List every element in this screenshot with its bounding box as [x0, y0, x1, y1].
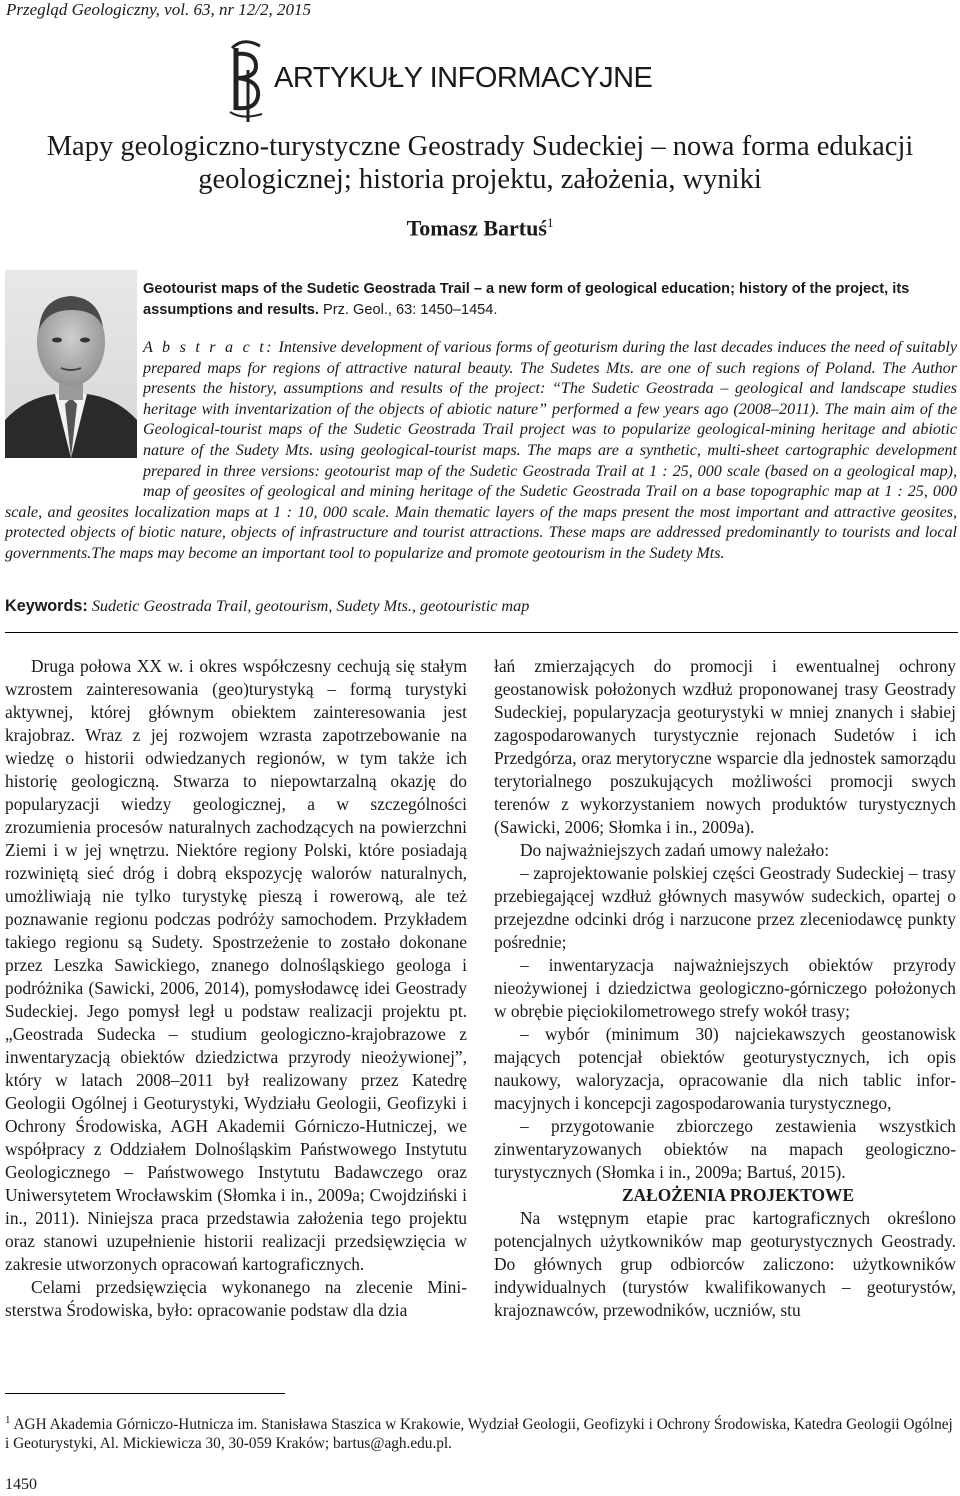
- body-column-right: [494, 655, 956, 1322]
- english-title: [143, 279, 958, 321]
- author-name: [0, 210, 960, 241]
- keywords-text: Sudetic Geostrada Trail, geotourism, Sudety Mts., geotouristic map: [87, 597, 530, 615]
- keywords-label: Keywords:: [5, 597, 88, 615]
- footnote-marker: 1: [5, 1414, 11, 1426]
- abstract-label: A b s t r a c t:: [143, 339, 275, 356]
- author-footnote-marker: 1: [546, 215, 554, 230]
- paragraph: Do najważniejszych zadań umowy należało:: [520, 840, 830, 860]
- keywords: [5, 596, 529, 616]
- list-item: – wybór (minimum 30) najciekawszych geostanowisk mających potencjał obiektów geoturystycznych, ich opis naukowy, waloryzacja, opracowanie dla nich tablic informacyjnych i koncepcji zagospodarowania turystycznego,: [494, 1024, 956, 1113]
- list-item: – zaprojektowanie polskiej części Geostrady Sudeckiej – trasy przebiegającej wzdłuż głównych masywów sudeckich, opartej o przejezdne odcinki dróg i narzucone przez zleceniodawcę punkty pośrednie;: [494, 863, 956, 952]
- paragraph: Na wstępnym etapie prac kartograficznych określono potencjalnych użytkowników map geoturystycznych Geostrady. Do głównych grup odbiorców zaliczono: użytkowników indywidualnych (turystów kwalifikowanych – geoturystów, krajoznawców, przewodników, uczniów, stu: [494, 1208, 956, 1320]
- paragraph: Druga połowa XX w. i okres współczesny cechują się stałym wzrostem zainteresowania (geo)turystyką – formą turystyki aktywnej, której głównym obiektem zainteresowania jest krajobraz. Wraz z jej rozwojem wzrasta zapotrzebowanie na wiedzę o historii odwiedzanych regionów, w tym także ich historię geologiczną. Stwarza to niepowtarzalną okazję do popularyzacji wiedzy geologicznej, a w szczególności zrozumienia procesów naturalnych zachodzących na powierzchni Ziemi i w jej wnętrzu. Niektóre regiony Polski, które posiadają rozwiniętą sieć dróg i dobrą ekspozycję walorów naturalnych, umożliwiają nie tylko turystykę pieszą i rowerową, ale też poznawanie regionu podczas podróży samochodem. Przykładem takiego regionu są Sudety. Spostrzeżenie to zostało dokonane przez Leszka Sawickiego, znanego dolnośląskiego geologa i podróżnika (Sawicki, 2006, 2014), pomysłodawcę idei Geostrady Sudeckiej. Jego pomysł legł u podstaw realizacji projektu pt. „Geostrada Sudecka – studium geologiczno-krajobrazowe z inwentaryzacją obiektów dziedzictwa przyrody nieożywionej”, który w latach 2008–2011 był realizowany przez Katedrę Geologii Ogólnej i Geoturystyki, Wydziału Geologii, Geofizyki i Ochrony Środowiska, AGH Akademii Górniczo-Hutniczej, we współpracy z Oddziałem Dolnośląskim Państwowego Instytutu Geologicznego – Państwowego Instytutu Badawczego oraz Uniwersytetem Wrocławskim (Słomka i in., 2009a; Cwojdziński i in., 2011). Niniejsza praca przedstawia założenia tego projektu oraz stanowi uzupełnienie historii realizacji przedsięwzięcia w zakresie utworzonych opracowań kartograficznych.: [5, 656, 467, 1274]
- paragraph: łań zmierzających do promocji i ewentualnej ochrony geostanowisk położonych wzdłuż proponowanej trasy Geostrady Sudeckiej, popularyzacja geoturystyki w mniej znanych i słabiej zagospodarowanych turystycznie rejonach Sudetów i ich Przedgórza, oraz merytoryczne wsparcie dla jednostek samorządu terytorialnego poszukujących możliwości promocji swych terenów z wykorzystaniem nowych produktów turystycznych (Sawicki, 2006; Słomka i in., 2009a).: [494, 656, 956, 837]
- journal-logo-icon: [226, 40, 270, 124]
- english-title-text: Geotourist maps of the Sudetic Geostrada Trail – a new form of geological education; history of the project, its assumptions and results.: [143, 281, 910, 318]
- footnote-separator: [5, 1393, 285, 1394]
- footnote: [5, 1411, 960, 1453]
- author-name-text: Tomasz Bartuś: [406, 215, 547, 241]
- citation: Prz. Geol., 63: 1450–1454.: [318, 302, 498, 318]
- abstract-text: Intensive development of various forms of geoturism during the last decades induces the need of suitably prepared maps for regions of attractive natural beauty. The Sudetes Mts. are one of such regions of Poland. The Author presents the history, assumptions and results of the project: “The Sudetic Geostrada – geological and landscape studies heritage with inventarization of the objects of abiotic nature” performed a few years ago (2008–2011). The main aim of the Geological-tourist maps of the Sudetic Geostrada Trail project was to popularize geological-mining heritage and abiotic nature of the Sudety Mts. using geological-tourist maps. The maps are a synthetic, multi-sheet cartographic development prepared in three versions: geotourist map of the Sudetic Geostrada Trail at 1 : 25, 000 scale (based on a geological map), map of geosites of geological and mining heritage of the Sudetic Geostrada Trail on a base topographic map at 1 : 25, 000 scale, and geosites localization maps at 1 : 10, 000 scale. Main thematic layers of the maps present the most important and attractive geosites, protected objects of biotic nature, objects of infrastructure and tourist attractions. These maps are addressed predominantly to tourists and local governments.The maps may become an important tool to popularize and promote geotourism in the Sudety Mts.: [5, 339, 957, 562]
- page-number: 1450: [5, 1476, 37, 1493]
- list-item: – przygotowanie zbiorczego zestawienia wszystkich zinwentaryzowanych obiektów na mapach geologiczno-turystycznych (Słomka i in., 2009a; Bartuś, 2015).: [494, 1116, 956, 1182]
- list-item: – inwentaryzacja najważniejszych obiektów przyrody nieożywionej i dziedzictwa geologiczno-górniczego położonych w obrębie pięciokilometrowego strefy wokół trasy;: [494, 955, 956, 1021]
- journal-header: Przegląd Geologiczny, vol. 63, nr 12/2, 2015: [6, 0, 312, 19]
- article-title: [0, 130, 960, 196]
- article-title-line: Mapy geologiczno-turystyczne Geostrady Sudeckiej – nowa forma edukacji: [46, 131, 914, 162]
- separator-line: [5, 632, 958, 633]
- section-title: ARTYKUŁY INFORMACYJNE: [274, 62, 653, 94]
- body-column-left: [5, 655, 467, 1322]
- footnote-text: AGH Akademia Górniczo-Hutnicza im. Stanisława Staszica w Krakowie, Wydział Geologii, Geofizyki i Ochrony Środowiska, Katedra Geologii Ogólnej i Geoturystyki, Al. Mickiewicza 30, 30-059 Kraków; bartus@agh.edu.pl.: [5, 1416, 953, 1453]
- abstract: [5, 338, 957, 565]
- paragraph: Celami przedsięwzięcia wykonanego na zlecenie Ministerstwa Środowiska, było: opracowanie podstaw dla dzia: [5, 1277, 467, 1320]
- section-heading: ZAŁOŻENIA PROJEKTOWE: [621, 1185, 855, 1205]
- article-title-line: geologicznej; historia projektu, założenia, wyniki: [198, 164, 762, 195]
